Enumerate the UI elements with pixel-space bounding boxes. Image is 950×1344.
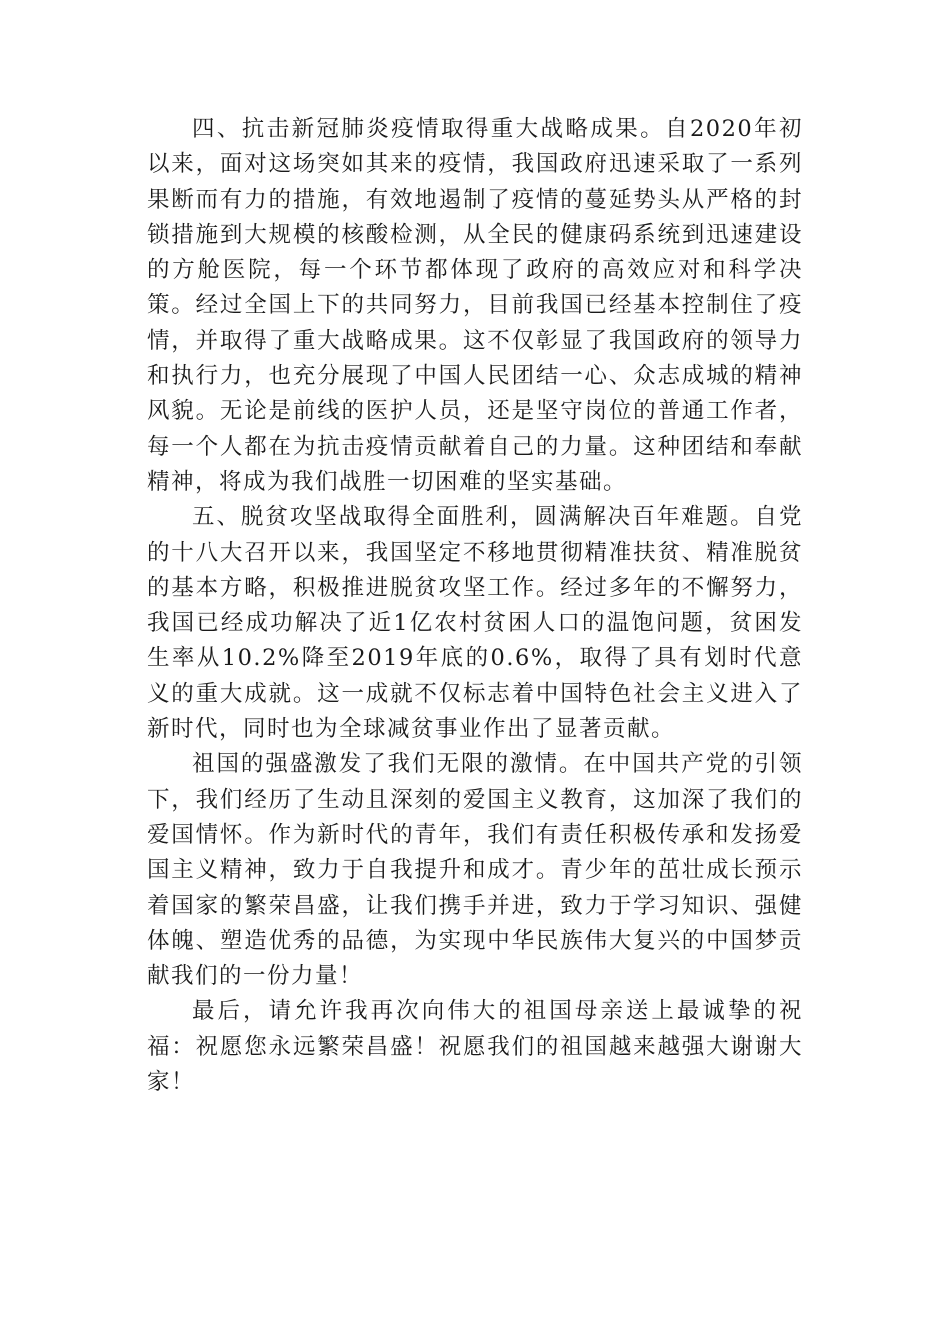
document-page bbox=[147, 112, 803, 1100]
paragraph-closing-blessing: 最后，请允许我再次向伟大的祖国母亲送上最诚挚的祝福：祝愿您永远繁荣昌盛！祝愿我们的祖国越来越强大谢谢大家！ bbox=[147, 998, 803, 1096]
paragraph-poverty-alleviation: 五、脱贫攻坚战取得全面胜利，圆满解决百年难题。自党的十八大召开以来，我国坚定不移地贯彻精准扶贫、精准脱贫的基本方略，积极推进脱贫攻坚工作。经过多年的不懈努力，我国已经成功解决了近1亿农村贫困人口的温饱问题，贫困发生率从10.2%降至2019年底的0.6%，取得了具有划时代意义的重大成就。这一成就不仅标志着中国特色社会主义进入了新时代，同时也为全球减贫事业作出了显著贡献。 bbox=[147, 504, 803, 743]
paragraph-covid-achievement: 四、抗击新冠肺炎疫情取得重大战略成果。自2020年初以来，面对这场突如其来的疫情，我国政府迅速采取了一系列果断而有力的措施，有效地遏制了疫情的蔓延势头从严格的封锁措施到大规模的核酸检测，从全民的健康码系统到迅速建设的方舱医院，每一个环节都体现了政府的高效应对和科学决策。经过全国上下的共同努力，目前我国已经基本控制住了疫情，并取得了重大战略成果。这不仅彰显了我国政府的领导力和执行力，也充分展现了中国人民团结一心、众志成城的精神风貌。无论是前线的医护人员，还是坚守岗位的普通工作者，每一个人都在为抗击疫情贡献着自己的力量。这种团结和奉献精神，将成为我们战胜一切困难的坚实基础。 bbox=[147, 116, 803, 495]
paragraph-patriotism: 祖国的强盛激发了我们无限的激情。在中国共产党的引领下，我们经历了生动且深刻的爱国主义教育，这加深了我们的爱国情怀。作为新时代的青年，我们有责任积极传承和发扬爱国主义精神，致力于自我提升和成才。青少年的茁壮成长预示着国家的繁荣昌盛，让我们携手并进，致力于学习知识、强健体魄、塑造优秀的品德，为实现中华民族伟大复兴的中国梦贡献我们的一份力量！ bbox=[147, 751, 803, 990]
